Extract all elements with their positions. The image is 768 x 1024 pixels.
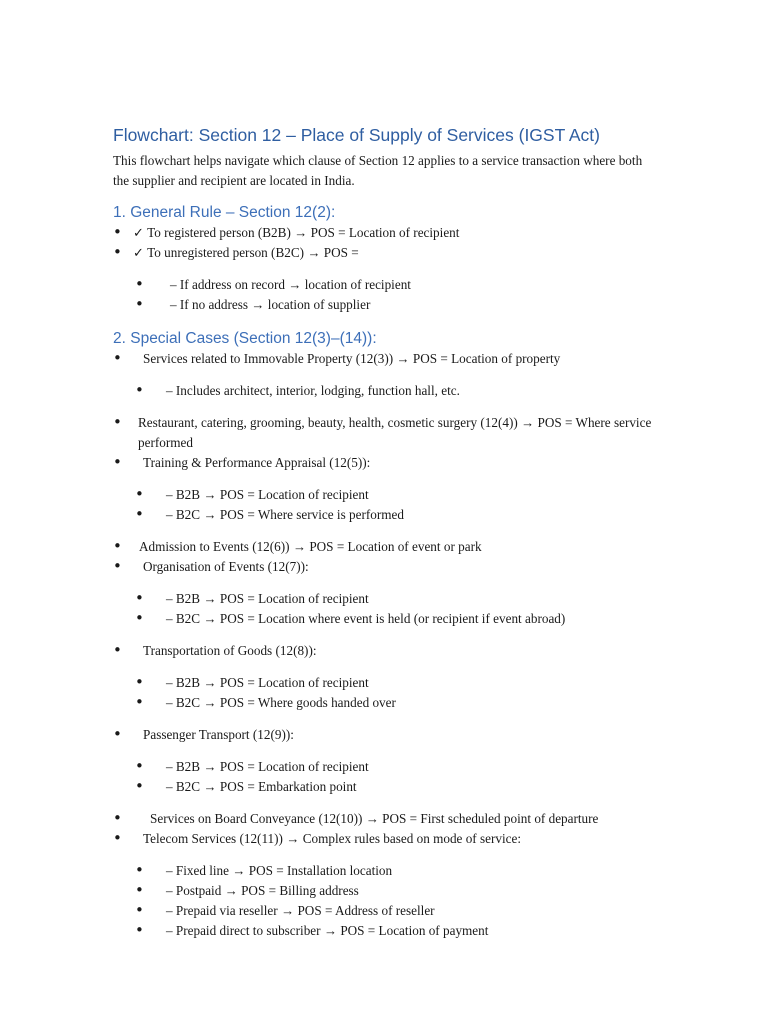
general-rule-heading: 1. General Rule – Section 12(2): [113, 204, 336, 221]
sublist [113, 673, 653, 713]
list-item: • – B2C → POS = Where goods handed over [113, 693, 653, 713]
list-item: • – If address on record → location of recipient [113, 275, 653, 295]
list-item: • Admission to Events (12(6)) → POS = Location of event or park [113, 537, 653, 557]
sublist [113, 757, 653, 797]
intro-paragraph: This flowchart helps navigate which clause of Section 12 applies to a service transaction where both the supplier and recipient are located in India. [113, 153, 643, 188]
list [113, 413, 653, 473]
list-item: • – B2C → POS = Location where event is held (or recipient if event abroad) [113, 609, 653, 629]
list-item: • Transportation of Goods (12(8)): [113, 641, 653, 661]
document-page [113, 124, 653, 941]
list-item: • – B2B → POS = Location of recipient [113, 485, 653, 505]
list-item: • ✓ To registered person (B2B) → POS = Location of recipient [113, 223, 653, 243]
list-item: • – B2C → POS = Embarkation point [113, 777, 653, 797]
sublist [113, 381, 653, 401]
list [113, 809, 653, 849]
sublist [113, 861, 653, 941]
list-item: • ✓ To unregistered person (B2C) → POS = [113, 243, 653, 263]
list-item: • – Prepaid via reseller → POS = Address of reseller [113, 901, 653, 921]
special-cases-heading: 2. Special Cases (Section 12(3)–(14)): [113, 330, 377, 347]
sublist [113, 485, 653, 525]
list-item: • Services related to Immovable Property (12(3)) → POS = Location of property [113, 349, 653, 369]
list [113, 725, 653, 745]
list-item: • – B2B → POS = Location of recipient [113, 673, 653, 693]
list-item: • – Includes architect, interior, lodging, function hall, etc. [113, 381, 653, 401]
list-item: • Organisation of Events (12(7)): [113, 557, 653, 577]
list-item: • Telecom Services (12(11)) → Complex rules based on mode of service: [113, 829, 653, 849]
list [113, 641, 653, 661]
document-title: Flowchart: Section 12 – Place of Supply of Services (IGST Act) [113, 125, 600, 145]
list-item: • Passenger Transport (12(9)): [113, 725, 653, 745]
special-cases-list [113, 349, 653, 369]
list-item: • Training & Performance Appraisal (12(5)): [113, 453, 653, 473]
list-item: • Restaurant, catering, grooming, beauty, health, cosmetic surgery (12(4)) → POS = Where service performed [113, 413, 653, 453]
list-item: • – B2B → POS = Location of recipient [113, 757, 653, 777]
list-item: • – B2B → POS = Location of recipient [113, 589, 653, 609]
list-item: • Services on Board Conveyance (12(10)) → POS = First scheduled point of departure [113, 809, 653, 829]
list-item: • – Fixed line → POS = Installation location [113, 861, 653, 881]
list-item: • – If no address → location of supplier [113, 295, 653, 315]
list [113, 537, 653, 577]
list-item: • – B2C → POS = Where service is performed [113, 505, 653, 525]
list-item: • – Postpaid → POS = Billing address [113, 881, 653, 901]
general-rule-list [113, 223, 653, 263]
list-item: • – Prepaid direct to subscriber → POS = Location of payment [113, 921, 653, 941]
general-rule-sublist [113, 275, 653, 315]
sublist [113, 589, 653, 629]
